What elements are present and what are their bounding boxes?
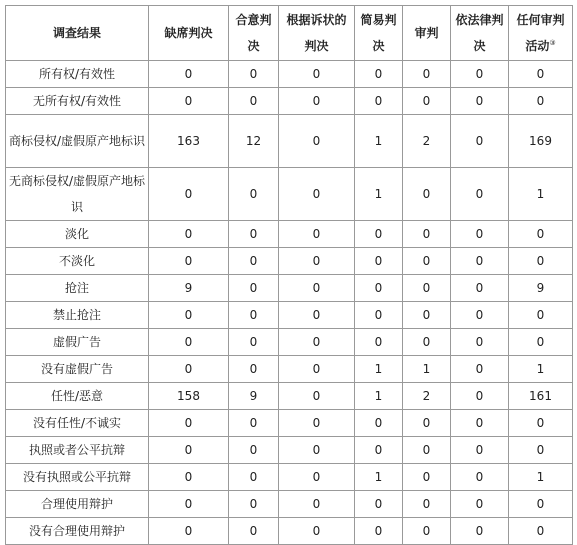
- header-cell-any-adjudication: [509, 6, 573, 61]
- table-cell: 0: [149, 168, 229, 221]
- table-cell: 0: [403, 168, 451, 221]
- table-cell: 0: [149, 329, 229, 356]
- table-cell: 0: [279, 115, 355, 168]
- table-cell: 1: [509, 464, 573, 491]
- table-cell: 1: [355, 464, 403, 491]
- table-cell: 0: [509, 329, 573, 356]
- table-row: [6, 302, 573, 329]
- table-cell: 0: [403, 61, 451, 88]
- row-label: 虚假广告: [6, 329, 149, 356]
- header-cell-consent-judgment: 合意判决: [229, 6, 279, 61]
- table-cell: 1: [509, 168, 573, 221]
- table-cell: 0: [403, 275, 451, 302]
- table-cell: 1: [509, 356, 573, 383]
- table-cell: 0: [451, 302, 509, 329]
- table-row: [6, 383, 573, 410]
- table-cell: 0: [509, 248, 573, 275]
- row-label: 没有任性/不诚实: [6, 410, 149, 437]
- table-cell: 0: [149, 356, 229, 383]
- header-cell-summary-judgment: 简易判决: [355, 6, 403, 61]
- table-cell: 9: [149, 275, 229, 302]
- table-cell: 0: [451, 88, 509, 115]
- row-label: 无所有权/有效性: [6, 88, 149, 115]
- table-cell: 0: [279, 248, 355, 275]
- table-cell: 0: [451, 437, 509, 464]
- header-cell-trial: 审判: [403, 6, 451, 61]
- table-cell: 0: [279, 302, 355, 329]
- table-cell: 0: [509, 410, 573, 437]
- table-cell: 0: [149, 248, 229, 275]
- table-cell: 0: [279, 61, 355, 88]
- results-table: [5, 5, 573, 545]
- table-cell: 0: [509, 437, 573, 464]
- header-label-any-adjudication: 任何审判活动: [516, 13, 565, 53]
- table-row: [6, 221, 573, 248]
- row-label: 没有执照或公平抗辩: [6, 464, 149, 491]
- table-cell: 0: [451, 410, 509, 437]
- table-cell: 0: [279, 275, 355, 302]
- table-cell: 0: [229, 491, 279, 518]
- table-cell: 0: [451, 61, 509, 88]
- table-cell: 0: [451, 275, 509, 302]
- table-cell: 0: [451, 168, 509, 221]
- row-label: 合理使用辩护: [6, 491, 149, 518]
- table-cell: 0: [451, 329, 509, 356]
- table-cell: 0: [279, 491, 355, 518]
- table-cell: 0: [451, 464, 509, 491]
- row-label: 抢注: [6, 275, 149, 302]
- table-cell: 2: [403, 383, 451, 410]
- row-label: 不淡化: [6, 248, 149, 275]
- table-row: [6, 88, 573, 115]
- table-row: [6, 464, 573, 491]
- table-cell: 0: [355, 437, 403, 464]
- table-cell: 0: [403, 410, 451, 437]
- table-row: [6, 329, 573, 356]
- table-cell: 0: [509, 518, 573, 545]
- table-cell: 0: [149, 518, 229, 545]
- table-cell: 0: [355, 61, 403, 88]
- table-cell: 0: [279, 356, 355, 383]
- table-cell: 0: [355, 275, 403, 302]
- table-cell: 0: [509, 491, 573, 518]
- table-cell: 0: [403, 88, 451, 115]
- row-label: 无商标侵权/虚假原产地标识: [6, 168, 149, 221]
- table-cell: 1: [355, 168, 403, 221]
- table-cell: 0: [355, 329, 403, 356]
- table-cell: 0: [229, 410, 279, 437]
- table-cell: 0: [403, 302, 451, 329]
- table-cell: 0: [451, 356, 509, 383]
- table-cell: 0: [403, 329, 451, 356]
- table-cell: 0: [403, 248, 451, 275]
- row-label: 商标侵权/虚假原产地标识: [6, 115, 149, 168]
- table-cell: 0: [451, 383, 509, 410]
- table-cell: 0: [149, 88, 229, 115]
- table-cell: 0: [229, 437, 279, 464]
- table-row: [6, 356, 573, 383]
- header-cell-judgment-on-pleadings: 根据诉状的判决: [279, 6, 355, 61]
- footnote-marker: ③: [549, 39, 556, 47]
- header-cell-default-judgment: 缺席判决: [149, 6, 229, 61]
- table-header: [6, 6, 573, 61]
- table-cell: 1: [355, 115, 403, 168]
- table-row: [6, 491, 573, 518]
- table-cell: 0: [451, 115, 509, 168]
- table-cell: 0: [149, 221, 229, 248]
- header-row: [6, 6, 573, 61]
- table-cell: 0: [403, 464, 451, 491]
- table-cell: 0: [229, 248, 279, 275]
- table-cell: 0: [451, 248, 509, 275]
- table-cell: 0: [279, 410, 355, 437]
- table-cell: 0: [229, 61, 279, 88]
- table-cell: 0: [355, 491, 403, 518]
- table-cell: 0: [279, 437, 355, 464]
- row-label: 没有合理使用辩护: [6, 518, 149, 545]
- table-cell: 0: [355, 248, 403, 275]
- table-cell: 0: [149, 61, 229, 88]
- table-cell: 0: [509, 221, 573, 248]
- table-body: [6, 61, 573, 545]
- table-cell: 0: [279, 168, 355, 221]
- table-row: [6, 437, 573, 464]
- table-cell: 0: [403, 221, 451, 248]
- table-cell: 0: [149, 302, 229, 329]
- table-cell: 0: [451, 491, 509, 518]
- table-cell: 0: [355, 410, 403, 437]
- table-row: [6, 410, 573, 437]
- table-cell: 0: [149, 491, 229, 518]
- table-cell: 0: [355, 88, 403, 115]
- table-cell: 0: [355, 221, 403, 248]
- table-cell: 0: [509, 88, 573, 115]
- table-cell: 1: [355, 356, 403, 383]
- table-cell: 2: [403, 115, 451, 168]
- table-cell: 0: [355, 302, 403, 329]
- table-cell: 0: [229, 329, 279, 356]
- row-label: 所有权/有效性: [6, 61, 149, 88]
- table-cell: 0: [279, 88, 355, 115]
- table-cell: 0: [451, 221, 509, 248]
- row-label: 执照或者公平抗辩: [6, 437, 149, 464]
- row-label: 禁止抢注: [6, 302, 149, 329]
- row-label: 没有虚假广告: [6, 356, 149, 383]
- table-cell: 9: [509, 275, 573, 302]
- table-cell: 9: [229, 383, 279, 410]
- table-cell: 158: [149, 383, 229, 410]
- table-cell: 0: [229, 464, 279, 491]
- table-cell: 0: [279, 518, 355, 545]
- table-cell: 163: [149, 115, 229, 168]
- table-cell: 0: [279, 383, 355, 410]
- table-row: [6, 168, 573, 221]
- table-cell: 12: [229, 115, 279, 168]
- table-cell: 0: [149, 437, 229, 464]
- table-cell: 0: [279, 221, 355, 248]
- table-cell: 1: [355, 383, 403, 410]
- table-cell: 0: [229, 221, 279, 248]
- row-label: 淡化: [6, 221, 149, 248]
- table-row: [6, 518, 573, 545]
- table-cell: 0: [403, 518, 451, 545]
- table-cell: 0: [229, 275, 279, 302]
- table-cell: 0: [403, 491, 451, 518]
- table-row: [6, 61, 573, 88]
- table-cell: 0: [229, 302, 279, 329]
- table-cell: 0: [149, 410, 229, 437]
- table-row: [6, 275, 573, 302]
- table-cell: 0: [509, 302, 573, 329]
- table-cell: 0: [279, 329, 355, 356]
- table-cell: 0: [149, 464, 229, 491]
- table-cell: 0: [229, 88, 279, 115]
- header-cell-judgment-as-matter-of-law: 依法律判决: [451, 6, 509, 61]
- table-cell: 0: [229, 356, 279, 383]
- table-cell: 1: [403, 356, 451, 383]
- table-row: [6, 248, 573, 275]
- table-row: [6, 115, 573, 168]
- table-cell: 0: [509, 61, 573, 88]
- header-cell-findings: 调查结果: [6, 6, 149, 61]
- table-cell: 0: [451, 518, 509, 545]
- row-label: 任性/恶意: [6, 383, 149, 410]
- table-cell: 0: [403, 437, 451, 464]
- table-cell: 0: [229, 168, 279, 221]
- table-cell: 0: [279, 464, 355, 491]
- table-cell: 161: [509, 383, 573, 410]
- table-cell: 0: [229, 518, 279, 545]
- table-cell: 0: [355, 518, 403, 545]
- table-cell: 169: [509, 115, 573, 168]
